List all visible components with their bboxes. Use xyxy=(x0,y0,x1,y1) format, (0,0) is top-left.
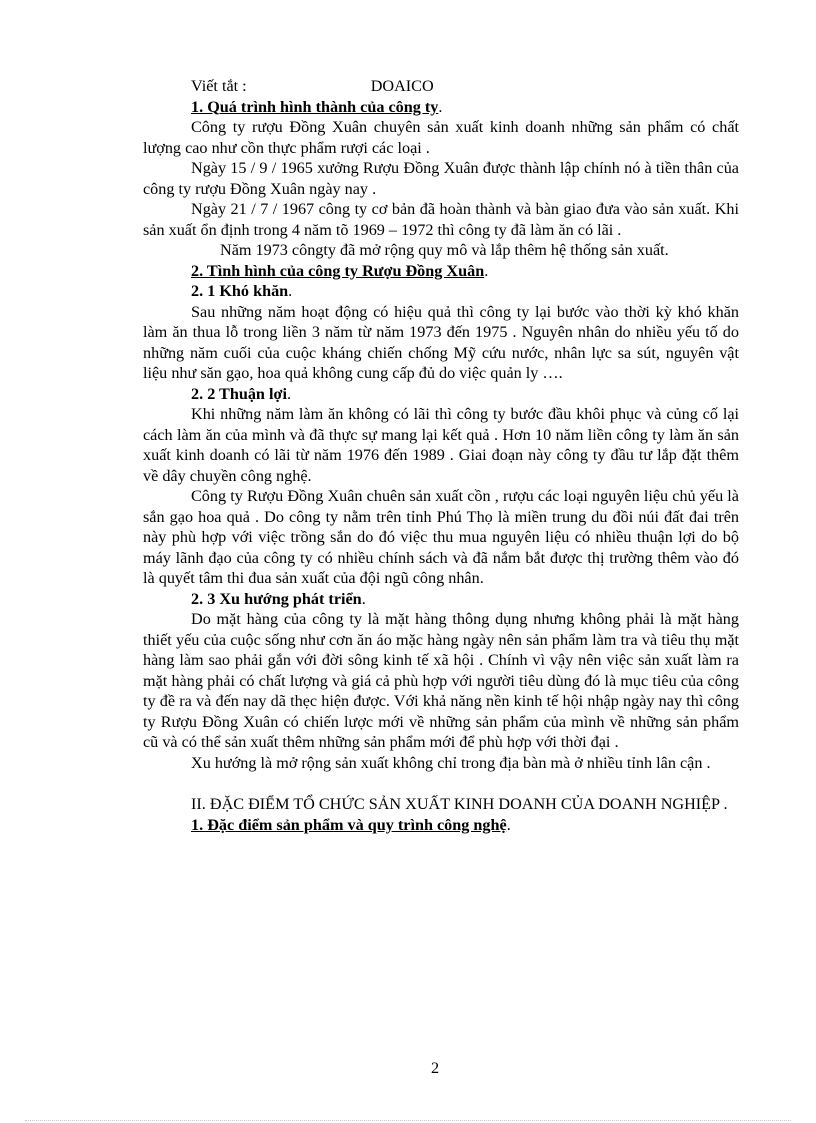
section-ii-1-heading xyxy=(191,815,739,836)
section-2-3-paragraph-2: Xu hướng là mở rộng sản xuất không chỉ trong địa bàn mà ở nhiều tỉnh lân cận . xyxy=(191,753,711,772)
section-2-3-heading-tail: . xyxy=(361,589,366,608)
page-number: 2 xyxy=(430,1059,440,1077)
section-ii-1-heading-tail: . xyxy=(506,815,511,834)
document-page xyxy=(143,76,739,835)
abbreviation-label: Viết tắt : xyxy=(191,77,247,95)
section-2-3-heading xyxy=(191,589,739,610)
section-2-2-paragraph-2: Công ty Rượu Đồng Xuân chuên sản xuất cồn , rượu các loại nguyên liệu chủ yếu là sắn gạo hoa quả . Do công ty nằm trên tỉnh Phú Thọ là miền trung du đồi núi đất đai trên này phù hợp với việc trồng sắn do đó việc thu mua nguyên liệu có nhiều thuận lợi do bộ máy lãnh đạo của công ty có nhiều chính sách và đã nắm bắt được thị trường thêm vào đó là quyết tâm thi đua sản xuất của đội ngũ công nhân. xyxy=(143,487,739,587)
section-1-paragraph-3: Ngày 21 / 7 / 1967 công ty cơ bản đã hoàn thành và bàn giao đưa vào sản xuất. Khi sản xuất ổn định trong 4 năm tõ 1969 – 1972 thì công ty đã làm ăn có lãi . xyxy=(143,200,739,239)
section-1-heading xyxy=(191,97,739,118)
section-1-paragraph-2: Ngày 15 / 9 / 1965 xưởng Rượu Đồng Xuân được thành lập chính nó à tiền thân của công ty rượu Đồng Xuân ngày nay . xyxy=(143,159,739,198)
section-2-2-paragraph-1: Khi những năm làm ăn không có lãi thì công ty bước đầu khôi phục và củng cố lại cách làm ăn của mình và đã thực sự mang lại kết quả . Hơn 10 năm liền công ty làm ăn sản xuất kinh doanh có lãi từ năm 1976 đến 1989 . Giai đoạn này công ty đầu tư lắp đặt thêm về dây chuyền công nghệ. xyxy=(143,405,739,485)
section-2-1-heading-tail: . xyxy=(288,282,293,300)
section-2-2-heading xyxy=(191,384,739,405)
section-2-1-heading xyxy=(191,281,739,302)
section-ii-heading: II. ĐẶC ĐIỂM TỔ CHỨC SẢN XUẤT KINH DOANH CỦA DOANH NGHIỆP . xyxy=(191,795,728,813)
section-1-paragraph-4: Năm 1973 côngty đã mở rộng quy mô và lắp thêm hệ thống sản xuất. xyxy=(220,241,669,259)
section-2-heading xyxy=(191,261,739,282)
section-2-1-heading-text: 2. 1 Khó khăn xyxy=(191,282,289,300)
section-1-heading-tail: . xyxy=(438,97,443,116)
section-2-3-paragraph-1: Do mặt hàng của công ty là mặt hàng thông dụng nhưng không phải là mặt hàng thiết yếu của cuộc sống như cơn ăn áo mặc hàng ngày nên sản phẩm làm tra và tiêu thụ mặt hàng làm sao phải gắn với đời sông kinh tế xã hội . Chính vì vậy nên việc sản xuất làm ra mặt hàng phải có chất lượng và giá cả phù hợp với người tiêu dùng đó là mục tiêu của công ty đề ra và đến nay dã thẹc hiện được. Với khả năng nền kinh tế hội nhập ngày nay thì công ty Rượu Đồng Xuân có chiến lược mới về những sản phẩm của mình về những sản phẩm cũ và có thể sản xuất thêm những sản phẩm mới để phù hợp với thời đại . xyxy=(143,610,739,751)
page-bottom-divider xyxy=(25,1120,791,1121)
section-2-heading-tail: . xyxy=(484,261,489,280)
section-spacer xyxy=(143,773,739,794)
section-2-2-heading-text: 2. 2 Thuận lợi xyxy=(191,384,287,403)
section-2-2-heading-tail: . xyxy=(286,384,291,403)
abbreviation-value: DOAICO xyxy=(370,77,434,95)
section-2-1-paragraph-1: Sau những năm hoạt động có hiệu quả thì công ty lại bước vào thời kỳ khó khăn làm ăn thua lỗ trong liền 3 năm từ năm 1973 đến 1975 . Nguyên nhân do nhiều yếu tố do những năm cuối của cuộc kháng chiến chống Mỹ cứu nước, nhân lực sa sút, nguyên vật liệu như săn gạo, hoa quả không cung cấp đủ do việc quản ly …. xyxy=(143,302,739,382)
section-2-heading-text: 2. Tình hình của công ty Rượu Đồng Xuân xyxy=(191,261,485,280)
section-1-heading-text: 1. Quá trình hình thành của công ty xyxy=(191,97,439,116)
section-2-3-heading-text: 2. 3 Xu hướng phát triển xyxy=(191,589,362,608)
section-1-paragraph-1: Công ty rượu Đồng Xuân chuyên sản xuất kinh doanh những sản phẩm có chất lượng cao như cồn thực phẩm rượi các loại . xyxy=(143,118,739,157)
section-ii-1-heading-text: 1. Đặc điểm sản phẩm và quy trình công nghệ xyxy=(191,815,507,834)
abbreviation-line xyxy=(191,76,739,97)
